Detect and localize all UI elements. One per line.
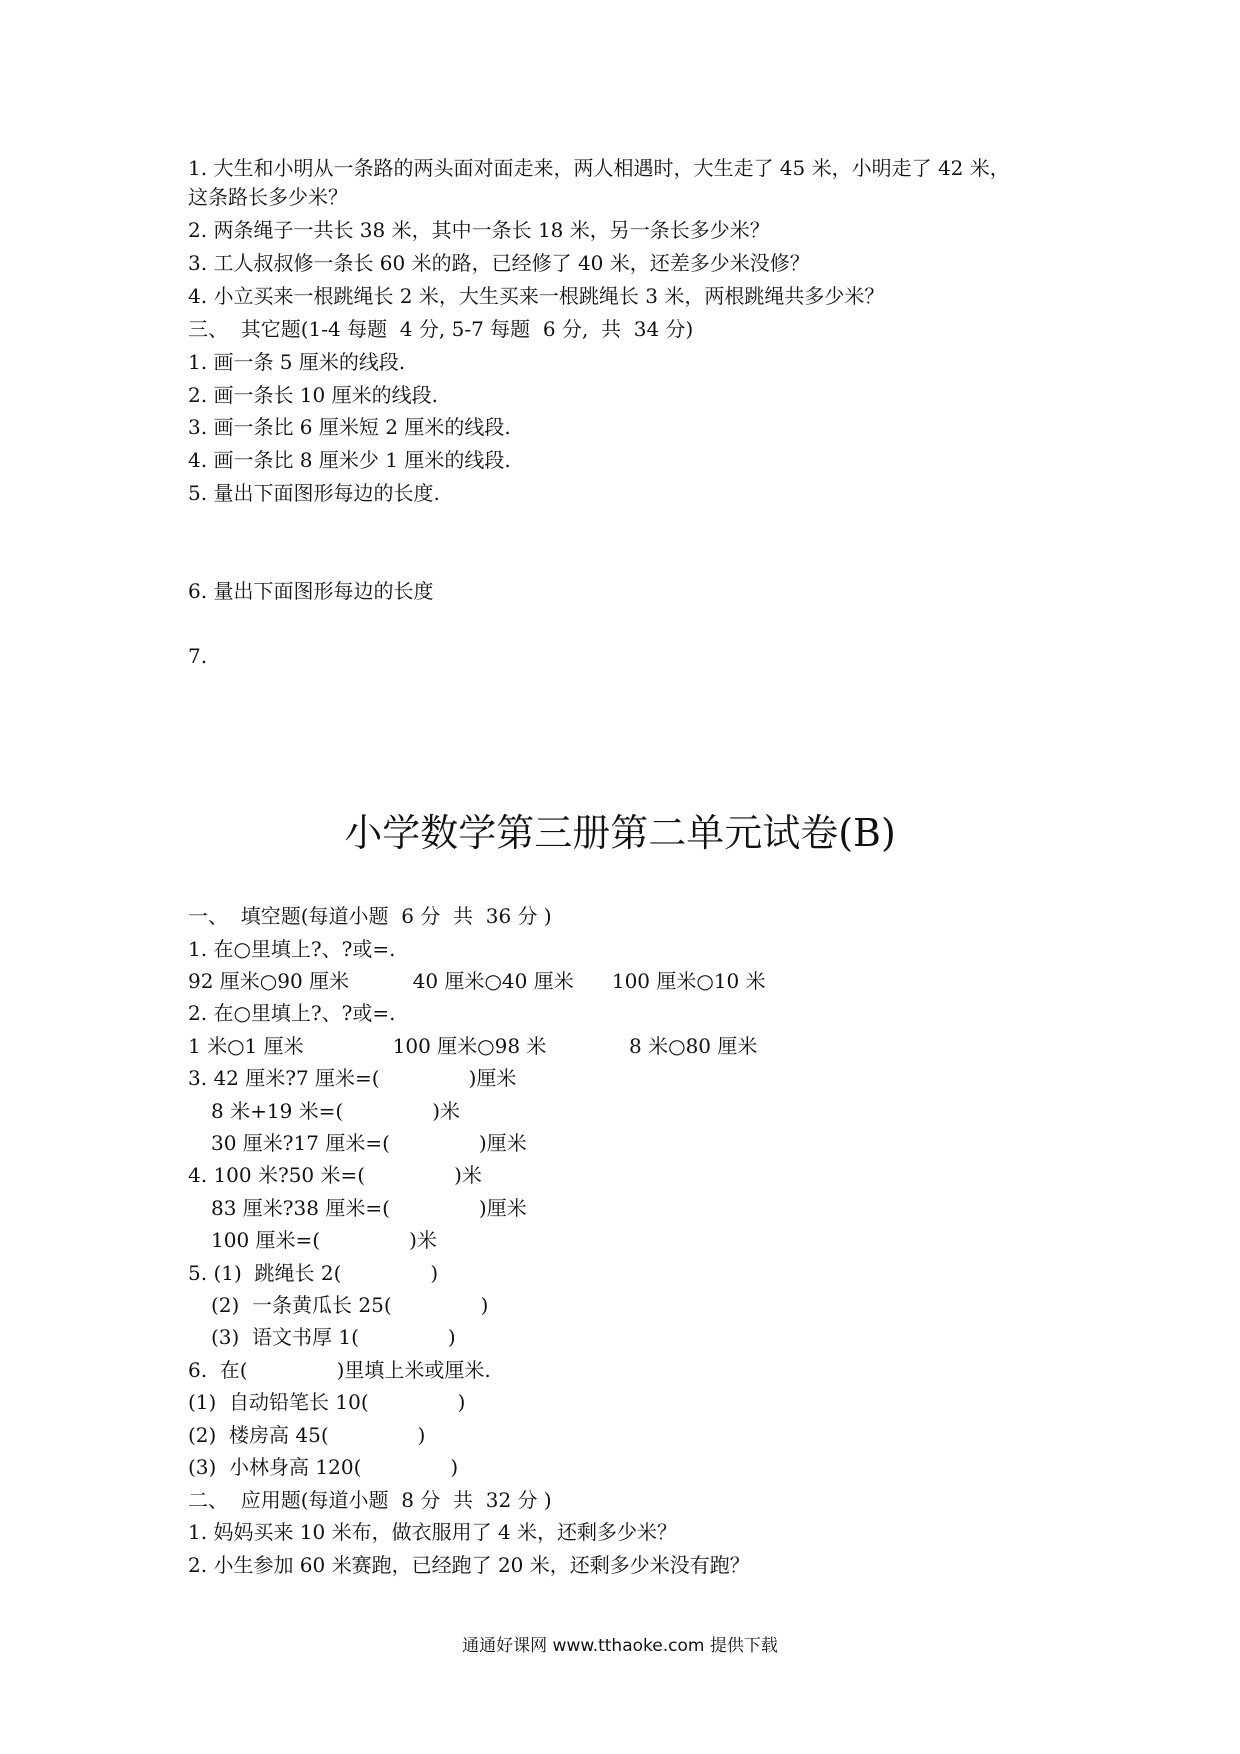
section-3-item: 1. 画一条 5 厘米的线段. [188,350,406,374]
section-1-line: (3) 语文书厚 1( ) [211,1325,456,1349]
section-1-line: 4. 100 米?50 米=( )米 [188,1163,482,1187]
section-1-line: (1) 自动铅笔长 10( ) [188,1390,466,1414]
section-1-line: 8 米+19 米=( )米 [211,1099,461,1123]
section-1-line: (3) 小林身高 120( ) [188,1455,459,1479]
page-footer: 通通好课网 www.tthaoke.com 提供下载 [462,1636,778,1656]
section-3-item: 5. 量出下面图形每边的长度. [188,481,440,505]
section-3-item: 3. 画一条比 6 厘米短 2 厘米的线段. [188,415,511,439]
section-1-line: 83 厘米?38 厘米=( )厘米 [211,1196,527,1220]
section-1-line: 1. 在○里填上?、?或=. [188,937,396,961]
section-2-heading: 二、 应用题(每道小题 8 分 共 32 分 ) [188,1488,552,1512]
question-3: 3. 工人叔叔修一条长 60 米的路，已经修了 40 米，还差多少米没修？ [188,251,810,275]
section-1-heading: 一、 填空题(每道小题 6 分 共 36 分 ) [188,904,552,928]
question-1-line-1: 1. 大生和小明从一条路的两头面对面走来，两人相遇时，大生走了 45 米，小明走了 42 米， [188,156,1010,180]
section-3-item: 6. 量出下面图形每边的长度 [188,579,434,603]
section-2-question-1: 1. 妈妈买来 10 米布，做衣服用了 4 米，还剩多少米？ [188,1520,678,1544]
section-3-heading: 三、 其它题(1-4 每题 4 分, 5-7 每题 6 分, 共 34 分) [188,317,694,341]
section-3-item: 4. 画一条比 8 厘米少 1 厘米的线段. [188,448,511,472]
section-1-line: (2) 一条黄瓜长 25( ) [211,1293,489,1317]
section-1-line: 6. 在( )里填上米或厘米. [188,1358,491,1382]
question-2: 2. 两条绳子一共长 38 米，其中一条长 18 米，另一条长多少米？ [188,218,770,242]
section-1-line: 92 厘米○90 厘米 40 厘米○40 厘米 100 厘米○10 米 [188,969,766,993]
section-2-question-2: 2. 小生参加 60 米赛跑，已经跑了 20 米，还剩多少米没有跑？ [188,1553,750,1577]
section-1-line: 100 厘米=( )米 [211,1228,437,1252]
section-1-line: 5. (1) 跳绳长 2( ) [188,1261,439,1285]
question-1-line-2: 这条路长多少米？ [188,185,348,209]
section-1-line: 2. 在○里填上?、?或=. [188,1001,396,1025]
page-title: 小学数学第三册第二单元试卷(B) [344,811,896,855]
section-1-line: 3. 42 厘米?7 厘米=( )厘米 [188,1066,517,1090]
section-1-line: 30 厘米?17 厘米=( )厘米 [211,1131,527,1155]
section-3-item: 2. 画一条长 10 厘米的线段. [188,383,438,407]
section-3-item: 7. [188,644,208,668]
section-1-line: (2) 楼房高 45( ) [188,1423,426,1447]
question-4: 4. 小立买来一根跳绳长 2 米，大生买来一根跳绳长 3 米，两根跳绳共多少米？ [188,284,885,308]
section-1-line: 1 米○1 厘米 100 厘米○98 米 8 米○80 厘米 [188,1034,758,1058]
